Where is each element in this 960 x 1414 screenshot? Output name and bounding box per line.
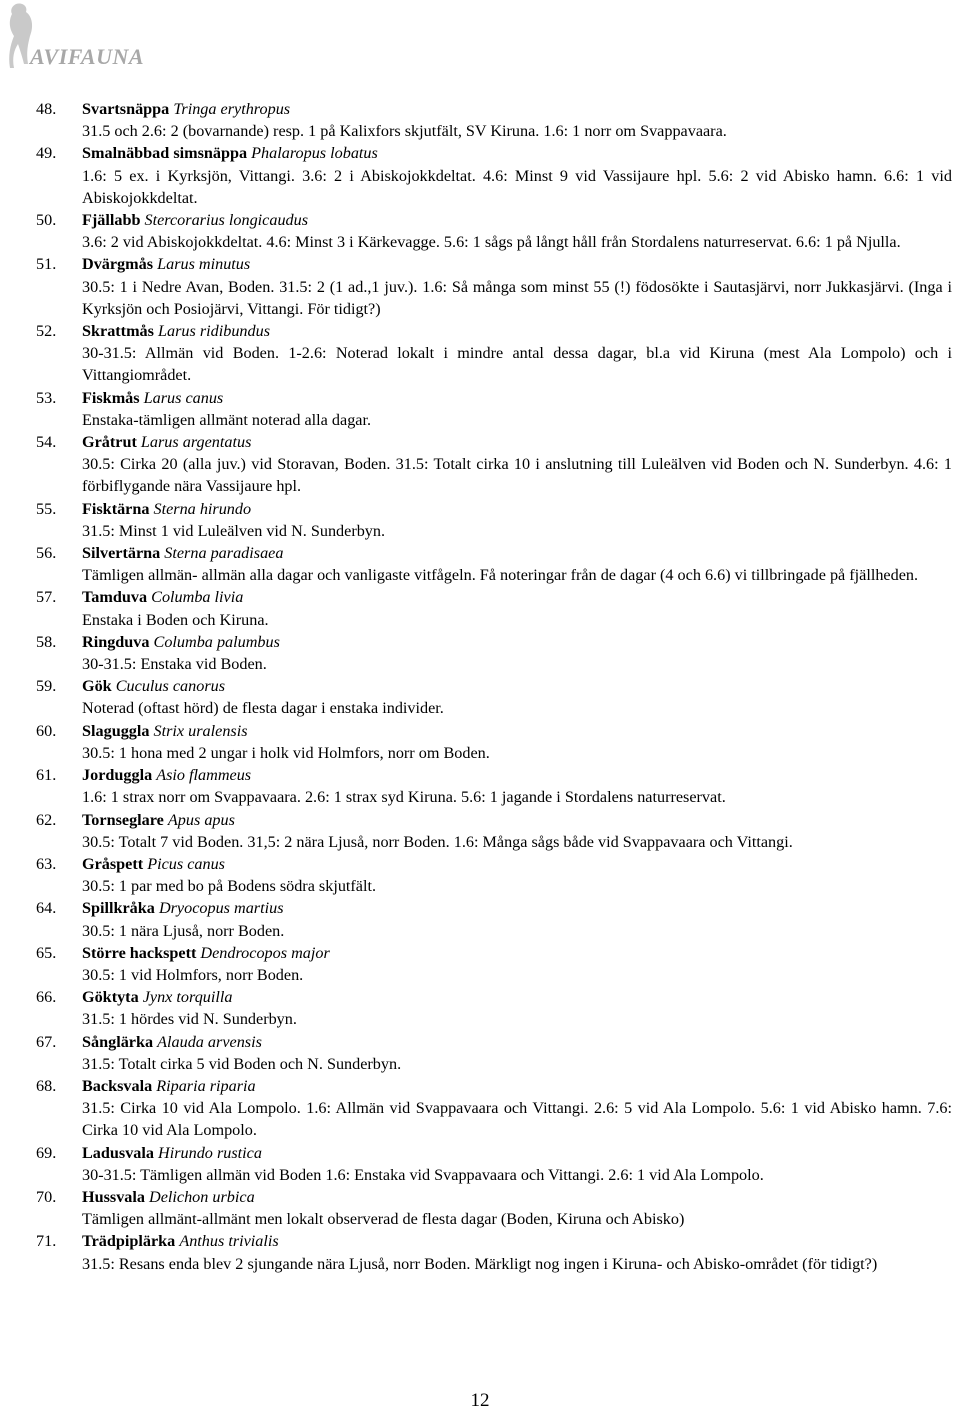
species-name: Svartsnäppa xyxy=(82,100,170,118)
species-observations: 31.5: Cirka 10 vid Ala Lompolo. 1.6: Allmän vid Svappavaara och Vittangi. 2.6: 5 vid Ala Lompolo. 5.6: 1 vid Abisko hamn. 7.6: Cirka 10 vid Ala Lompolo. xyxy=(82,1099,952,1140)
entry-content xyxy=(82,675,952,719)
species-title xyxy=(82,498,952,520)
species-entry xyxy=(36,253,952,320)
species-latin-name: Asio flammeus xyxy=(156,766,252,785)
species-entry xyxy=(36,631,952,675)
species-title xyxy=(82,253,952,275)
species-title xyxy=(82,542,952,564)
species-latin-name: Larus ridibundus xyxy=(158,322,270,341)
species-entry xyxy=(36,387,952,431)
species-observations: 31.5 och 2.6: 2 (bovarnande) resp. 1 på Kalixfors skjutfält, SV Kiruna. 1.6: 1 norr om Svappavaara. xyxy=(82,122,727,141)
species-entry xyxy=(36,142,952,209)
entry-content xyxy=(82,253,952,320)
logo-text: AVIFAUNA xyxy=(30,44,145,69)
species-title xyxy=(82,387,952,409)
entry-content xyxy=(82,897,952,941)
species-name: Backsvala xyxy=(82,1076,153,1095)
species-observations: 1.6: 1 strax norr om Svappavaara. 2.6: 1 strax syd Kiruna. 5.6: 1 jagande i Stordalens naturreservat. xyxy=(82,788,726,807)
entry-content xyxy=(82,1142,952,1186)
species-title xyxy=(82,1075,952,1097)
species-latin-name: Columba livia xyxy=(151,588,244,607)
species-name: Dvärgmås xyxy=(82,255,154,274)
entry-content xyxy=(82,320,952,387)
species-title xyxy=(82,764,952,786)
species-latin-name: Alauda arvensis xyxy=(157,1032,262,1051)
entry-number: 52. xyxy=(36,322,57,341)
entry-content xyxy=(82,387,952,431)
species-observations: Tämligen allmänt-allmänt men lokalt observerad de flesta dagar (Boden, Kiruna och Abisko) xyxy=(82,1210,685,1229)
species-observations: 31.5: 1 hördes vid N. Sunderbyn. xyxy=(82,1010,297,1029)
entry-number: 49. xyxy=(36,144,57,163)
entry-content xyxy=(82,631,952,675)
entry-content xyxy=(82,209,952,253)
species-latin-name: Dryocopus martius xyxy=(158,899,284,918)
species-observations: 1.6: 5 ex. i Kyrksjön, Vittangi. 3.6: 2 i Abiskojokkdeltat. 4.6: Minst 9 vid Vassijaure hpl. 5.6: 2 vid Abisko hamn. 6.6: 1 vid Abiskojokkdeltat. xyxy=(82,166,952,207)
entry-content xyxy=(82,853,952,897)
entry-content xyxy=(82,986,952,1030)
species-observations: Tämligen allmän- allmän alla dagar och vanligaste vitfågeln. Få noteringar från de dagar (4 och 6.6) vi tillbringade på fjällheden. xyxy=(82,566,919,585)
species-observations: 30.5: 1 nära Ljuså, norr Boden. xyxy=(82,921,285,940)
species-entry xyxy=(36,542,952,586)
species-observations: 31.5: Resans enda blev 2 sjungande nära Ljuså, norr Boden. Märkligt nog ingen i Kiruna- och Abisko-området (för tidigt?) xyxy=(82,1254,878,1273)
entry-number: 64. xyxy=(36,899,57,918)
entry-number: 71. xyxy=(36,1232,57,1251)
entry-content xyxy=(82,764,952,808)
species-observations: 30-31.5: Allmän vid Boden. 1-2.6: Noterad lokalt i mindre antal dessa dagar, bl.a vid Kiruna (mest Ala Lompolo) och i Vittangiområdet. xyxy=(82,344,952,385)
species-title xyxy=(82,720,952,742)
species-name: Spillkråka xyxy=(82,899,155,918)
species-latin-name: Picus canus xyxy=(147,854,225,873)
entry-number: 61. xyxy=(36,766,57,785)
species-title xyxy=(82,897,952,919)
entry-number: 58. xyxy=(36,632,57,651)
species-latin-name: Larus minutus xyxy=(157,255,251,274)
species-latin-name: Larus argentatus xyxy=(140,433,252,452)
species-latin-name: Hirundo rustica xyxy=(158,1143,262,1162)
species-title xyxy=(82,675,952,697)
species-entry xyxy=(36,720,952,764)
entry-content xyxy=(82,809,952,853)
species-entry xyxy=(36,809,952,853)
species-name: Sånglärka xyxy=(82,1032,154,1051)
entry-content xyxy=(82,142,952,209)
entry-number: 55. xyxy=(36,499,57,518)
species-title xyxy=(82,1230,952,1252)
species-entry xyxy=(36,498,952,542)
species-observations: 3.6: 2 vid Abiskojokkdeltat. 4.6: Minst 3 i Kärkevagge. 5.6: 1 sågs på långt håll från Stordalens naturreservat. 6.6: 1 på Njulla. xyxy=(82,233,901,252)
species-title xyxy=(82,1031,952,1053)
species-title xyxy=(82,1142,952,1164)
entry-number: 56. xyxy=(36,544,57,563)
species-observations: 30.5: 1 par med bo på Bodens södra skjutfält. xyxy=(82,877,377,896)
species-name: Fjällabb xyxy=(82,211,141,230)
species-observations: 30-31.5: Enstaka vid Boden. xyxy=(82,655,267,674)
entry-content xyxy=(82,431,952,498)
species-entry xyxy=(36,897,952,941)
species-name: Ringduva xyxy=(82,632,150,651)
entry-content xyxy=(82,542,952,586)
species-title xyxy=(82,942,952,964)
entry-content xyxy=(82,586,952,630)
species-title xyxy=(82,431,952,453)
entry-number: 63. xyxy=(36,854,57,873)
species-observations: Enstaka i Boden och Kiruna. xyxy=(82,610,269,629)
entry-number: 60. xyxy=(36,721,57,740)
species-entry xyxy=(36,1186,952,1230)
species-observations: Enstaka-tämligen allmänt noterad alla dagar. xyxy=(82,410,372,429)
entry-content xyxy=(82,942,952,986)
species-list xyxy=(36,98,952,1275)
species-latin-name: Cuculus canorus xyxy=(115,677,226,696)
species-name: Smalnäbbad simsnäppa xyxy=(82,144,248,163)
species-title xyxy=(82,142,952,164)
species-latin-name: Sterna hirundo xyxy=(153,499,252,518)
species-name: Trädpiplärka xyxy=(82,1232,176,1251)
species-latin-name: Phalaropus lobatus xyxy=(251,144,378,163)
entry-number: 62. xyxy=(36,810,57,829)
species-name: Fiskmås xyxy=(82,388,140,407)
species-name: Fisktärna xyxy=(82,499,150,518)
species-latin-name: Tringa erythropus xyxy=(173,100,291,118)
species-latin-name: Apus apus xyxy=(167,810,235,829)
species-entry xyxy=(36,986,952,1030)
species-latin-name: Riparia riparia xyxy=(156,1076,256,1095)
species-observations: 30.5: 1 vid Holmfors, norr Boden. xyxy=(82,965,304,984)
species-title xyxy=(82,98,952,120)
entry-content xyxy=(82,720,952,764)
species-entry xyxy=(36,942,952,986)
entry-number: 70. xyxy=(36,1187,57,1206)
entry-number: 51. xyxy=(36,255,57,274)
species-title xyxy=(82,809,952,831)
entry-content xyxy=(82,1230,952,1274)
species-name: Slaguggla xyxy=(82,721,150,740)
species-title xyxy=(82,586,952,608)
species-name: Hussvala xyxy=(82,1187,145,1206)
species-latin-name: Strix uralensis xyxy=(153,721,248,740)
species-title xyxy=(82,1186,952,1208)
species-observations: 30.5: Cirka 20 (alla juv.) vid Storavan, Boden. 31.5: Totalt cirka 10 i anslutning till Luleälven vid Boden och N. Sunderbyn. 4.6: 1 förbiflygande nära Vassijaure hpl. xyxy=(82,455,952,496)
species-observations: 30.5: 1 hona med 2 ungar i holk vid Holmfors, norr om Boden. xyxy=(82,743,490,762)
species-latin-name: Anthus trivialis xyxy=(179,1232,279,1251)
species-name: Gråtrut xyxy=(82,433,137,452)
entry-number: 48. xyxy=(36,100,57,118)
species-latin-name: Delichon urbica xyxy=(149,1187,255,1206)
entry-number: 57. xyxy=(36,588,57,607)
species-name: Gråspett xyxy=(82,854,144,873)
species-name: Större hackspett xyxy=(82,943,197,962)
entry-number: 67. xyxy=(36,1032,57,1051)
species-title xyxy=(82,320,952,342)
entry-number: 68. xyxy=(36,1076,57,1095)
species-observations: 30.5: Totalt 7 vid Boden. 31,5: 2 nära Ljuså, norr Boden. 1.6: Många sågs både vid Svappavaara och Vittangi. xyxy=(82,832,793,851)
species-entry xyxy=(36,1031,952,1075)
species-entry xyxy=(36,1075,952,1142)
species-name: Ladusvala xyxy=(82,1143,154,1162)
entry-number: 65. xyxy=(36,943,57,962)
species-title xyxy=(82,853,952,875)
species-latin-name: Columba palumbus xyxy=(153,632,280,651)
entry-number: 50. xyxy=(36,211,57,230)
avifauna-logo xyxy=(0,0,170,80)
species-observations: Noterad (oftast hörd) de flesta dagar i enstaka individer. xyxy=(82,699,444,718)
species-name: Gök xyxy=(82,677,112,696)
species-name: Göktyta xyxy=(82,988,139,1007)
species-name: Tamduva xyxy=(82,588,148,607)
species-entry xyxy=(36,431,952,498)
entry-content xyxy=(82,498,952,542)
entry-number: 66. xyxy=(36,988,57,1007)
entry-number: 54. xyxy=(36,433,57,452)
species-entry xyxy=(36,675,952,719)
entry-number: 59. xyxy=(36,677,57,696)
species-entry xyxy=(36,1142,952,1186)
species-name: Jorduggla xyxy=(82,766,153,785)
species-observations: 30-31.5: Tämligen allmän vid Boden 1.6: Enstaka vid Svappavaara och Vittangi. 2.6: 1 vid Ala Lompolo. xyxy=(82,1165,764,1184)
species-entry xyxy=(36,98,952,142)
species-name: Tornseglare xyxy=(82,810,164,829)
entry-content xyxy=(82,1031,952,1075)
species-entry xyxy=(36,586,952,630)
species-entry xyxy=(36,1230,952,1274)
entry-number: 53. xyxy=(36,388,57,407)
species-latin-name: Sterna paradisaea xyxy=(164,544,284,563)
species-observations: 30.5: 1 i Nedre Avan, Boden. 31.5: 2 (1 ad.,1 juv.). 1.6: Så många som minst 55 (!) födosökte i Sautasjärvi, norr Jukkasjärvi. (Inga i Kyrksjön och Posiojärvi, Vittangi. För tidigt?) xyxy=(82,277,952,318)
page-number: 12 xyxy=(470,1390,490,1411)
entry-content xyxy=(82,1075,952,1142)
species-entry xyxy=(36,853,952,897)
species-entry xyxy=(36,764,952,808)
species-latin-name: Stercorarius longicaudus xyxy=(144,211,309,230)
entry-content xyxy=(82,1186,952,1230)
species-name: Silvertärna xyxy=(82,544,161,563)
species-observations: 31.5: Totalt cirka 5 vid Boden och N. Sunderbyn. xyxy=(82,1054,402,1073)
species-latin-name: Dendrocopos major xyxy=(200,943,330,962)
species-entry xyxy=(36,209,952,253)
entry-number: 69. xyxy=(36,1143,57,1162)
species-title xyxy=(82,631,952,653)
species-entry xyxy=(36,320,952,387)
species-latin-name: Larus canus xyxy=(143,388,224,407)
species-title xyxy=(82,209,952,231)
species-observations: 31.5: Minst 1 vid Luleälven vid N. Sunderbyn. xyxy=(82,521,386,540)
species-name: Skrattmås xyxy=(82,322,154,341)
species-latin-name: Jynx torquilla xyxy=(142,988,233,1007)
entry-content xyxy=(82,98,952,142)
species-title xyxy=(82,986,952,1008)
